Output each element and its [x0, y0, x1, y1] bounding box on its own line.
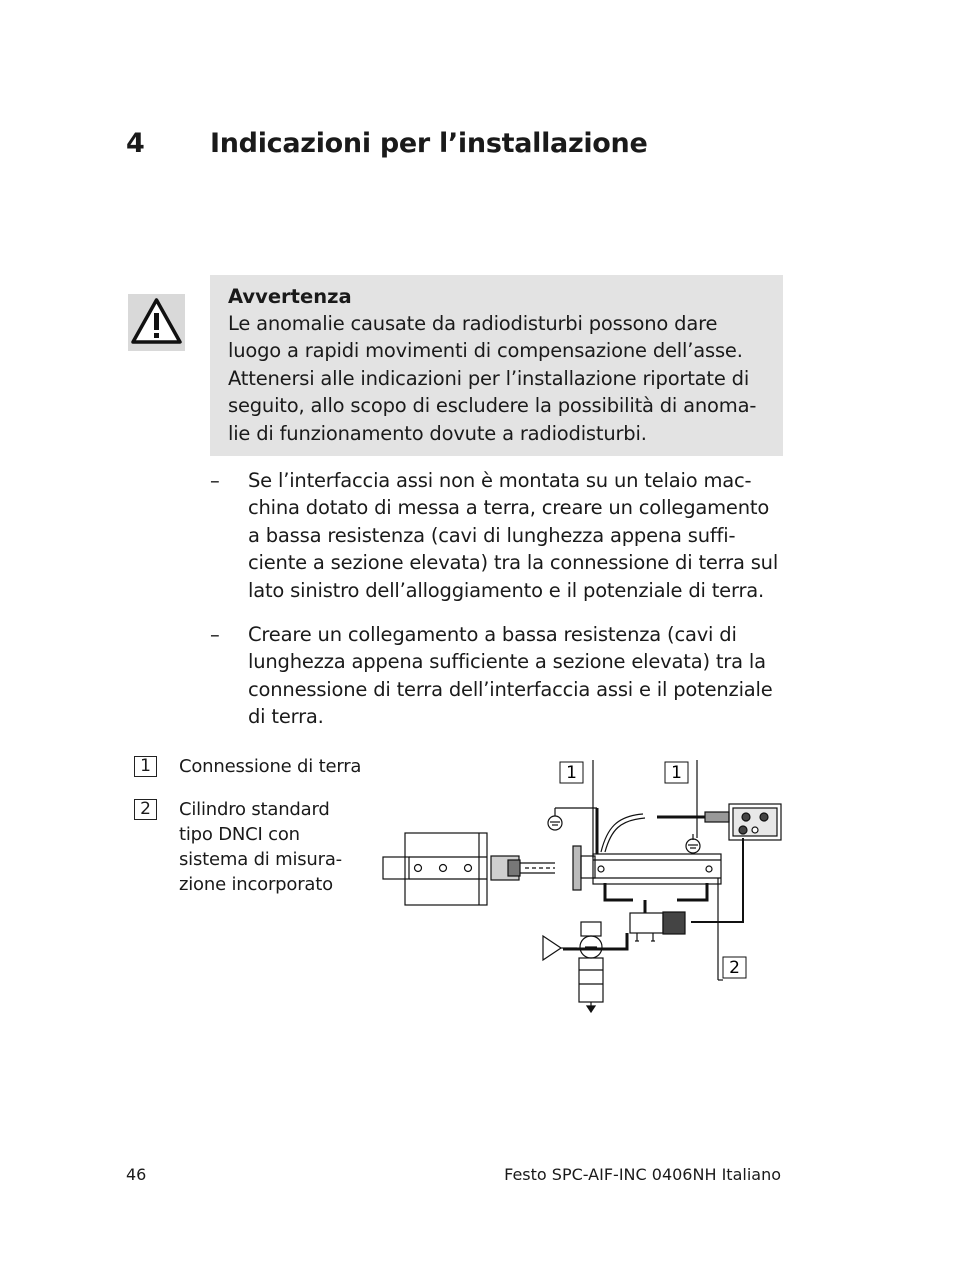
bullet-line: connessione di terra dell’interfaccia assi e il potenziale	[248, 677, 773, 701]
legend-line: tipo DNCI con	[179, 824, 300, 845]
legend-text	[179, 754, 361, 779]
callout-1a: 1	[566, 763, 577, 783]
legend-text	[179, 797, 342, 897]
page-number: 46	[126, 1165, 147, 1184]
warning-line: Le anomalie causate da radiodisturbi possono dare	[228, 312, 718, 335]
legend-number: 2	[134, 799, 157, 820]
bullet-line: china dotato di messa a terra, creare un collegamento	[248, 496, 770, 520]
bullet-line: lunghezza appena sufficiente a sezione elevata) tra la	[248, 650, 766, 674]
legend-line: sistema di misura-	[179, 849, 342, 870]
bullet-dash: –	[210, 623, 220, 646]
bullet-dash: –	[210, 469, 220, 492]
bullet-line: lato sinistro dell’alloggiamento e il potenziale di terra.	[248, 578, 765, 602]
warning-text	[228, 310, 773, 447]
warning-box	[210, 275, 783, 456]
chapter-title: Indicazioni per l’installazione	[210, 128, 648, 159]
warning-line: lie di funzionamento dovute a radiodisturbi.	[228, 421, 647, 445]
bullet-line: di terra.	[248, 705, 324, 729]
callout-1b: 1	[671, 763, 682, 783]
bullet-item	[210, 467, 790, 604]
installation-diagram	[375, 750, 795, 1020]
bullet-line: ciente a sezione elevata) tra la connessione di terra sul	[248, 551, 779, 575]
legend-number: 1	[134, 756, 157, 777]
warning-line: luogo a rapidi movimenti di compensazione dell’asse.	[228, 339, 743, 363]
warning-line: Attenersi alle indicazioni per l’installazione riportate di	[228, 366, 750, 390]
warning-title: Avvertenza	[228, 285, 352, 308]
legend-line: Connessione di terra	[179, 756, 362, 777]
warning-line: seguito, allo scopo di escludere la possibilità di anoma-	[228, 394, 757, 418]
bullet-line: a bassa resistenza (cavi di lunghezza appena suffi-	[248, 523, 736, 547]
bullet-line: Se l’interfaccia assi non è montata su un telaio mac-	[248, 469, 752, 492]
bullet-line: Creare un collegamento a bassa resistenza (cavi di	[248, 623, 737, 646]
legend-line: zione incorporato	[179, 874, 333, 895]
bullet-item	[210, 621, 790, 731]
chapter-number: 4	[126, 128, 145, 159]
callout-2: 2	[729, 958, 740, 978]
footer-doc-info: Festo SPC-AIF-INC 0406NH Italiano	[504, 1165, 781, 1184]
legend-line: Cilindro standard	[179, 799, 330, 820]
warning-triangle-icon	[128, 294, 185, 351]
